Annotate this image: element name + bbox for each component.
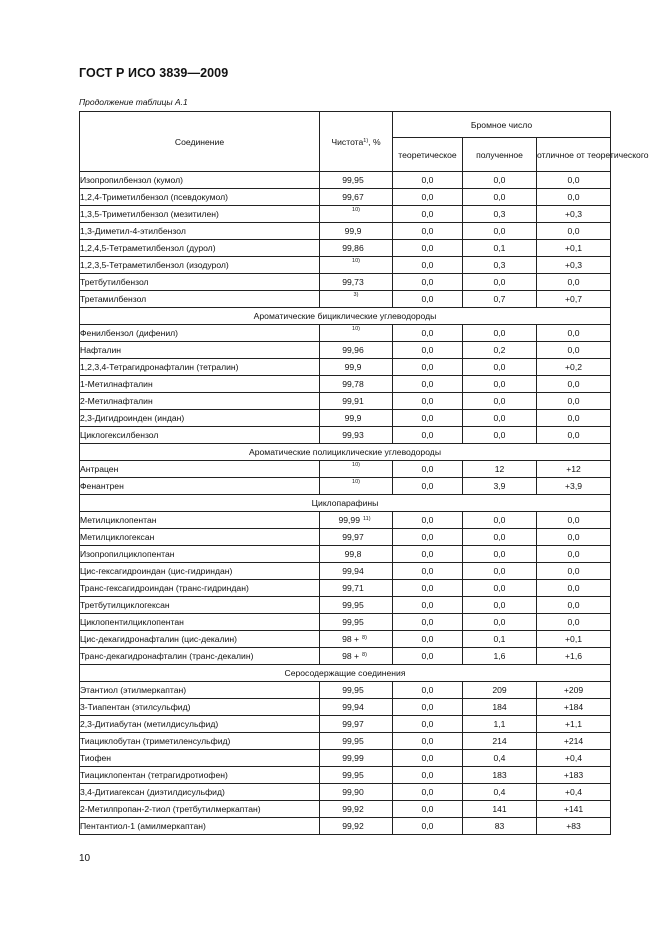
obtained-value: 0,7 (463, 291, 537, 308)
purity-cell (320, 818, 393, 835)
purity-cell (320, 767, 393, 784)
purity-cell (320, 546, 393, 563)
purity-value: 99,95 (342, 736, 364, 746)
difference-value: 0,0 (537, 512, 611, 529)
table-group-row (80, 495, 611, 512)
purity-value: 99,91 (342, 396, 364, 406)
obtained-value: 0,0 (463, 546, 537, 563)
theoretical-value: 0,0 (393, 546, 463, 563)
purity-cell (320, 648, 393, 665)
compound-name: Тиациклобутан (триметиленсульфид) (80, 733, 320, 750)
purity-cell (320, 733, 393, 750)
table-row (80, 716, 611, 733)
table-row (80, 325, 611, 342)
purity-value: 99,8 (344, 549, 362, 559)
purity-value: 98 + (342, 651, 360, 661)
compound-name: Циклопентилциклопентан (80, 614, 320, 631)
purity-value: 99,9 (344, 413, 362, 423)
header-obtained: полученное (463, 138, 537, 172)
table-header (80, 112, 649, 172)
header-theoretical: теоретическое (393, 138, 463, 172)
purity-value: 99,97 (342, 719, 364, 729)
theoretical-value: 0,0 (393, 563, 463, 580)
difference-value: 0,0 (537, 427, 611, 444)
difference-value: +209 (537, 682, 611, 699)
purity-value: 99,95 (342, 617, 364, 627)
table-row (80, 512, 611, 529)
purity-footnote: 10) (352, 207, 360, 213)
table-row (80, 342, 611, 359)
purity-footnote: 10) (352, 462, 360, 468)
purity-cell (320, 393, 393, 410)
difference-value: +183 (537, 767, 611, 784)
difference-value: +1,6 (537, 648, 611, 665)
obtained-value: 0,0 (463, 410, 537, 427)
difference-value: +0,7 (537, 291, 611, 308)
purity-cell (320, 206, 393, 223)
table-row (80, 563, 611, 580)
compound-name: 2-Метилнафталин (80, 393, 320, 410)
obtained-value: 0,3 (463, 257, 537, 274)
compound-name: 3,4-Дитиагексан (диэтилдисульфид) (80, 784, 320, 801)
compound-name: Тиофен (80, 750, 320, 767)
table-row (80, 461, 611, 478)
theoretical-value: 0,0 (393, 376, 463, 393)
obtained-value: 0,4 (463, 750, 537, 767)
theoretical-value: 0,0 (393, 427, 463, 444)
difference-value: +0,4 (537, 750, 611, 767)
purity-cell (320, 410, 393, 427)
theoretical-value: 0,0 (393, 172, 463, 189)
compound-name: Транс-гексагидроиндан (транс-гидриндан) (80, 580, 320, 597)
theoretical-value: 0,0 (393, 359, 463, 376)
purity-cell (320, 172, 393, 189)
purity-cell (320, 291, 393, 308)
difference-value: +141 (537, 801, 611, 818)
difference-value: +12 (537, 461, 611, 478)
theoretical-value: 0,0 (393, 257, 463, 274)
difference-value: 0,0 (537, 529, 611, 546)
purity-cell (320, 240, 393, 257)
table-row (80, 240, 611, 257)
purity-cell (320, 716, 393, 733)
difference-value: +0,1 (537, 631, 611, 648)
obtained-value: 0,0 (463, 189, 537, 206)
compound-name: Цис-декагидронафталин (цис-декалин) (80, 631, 320, 648)
header-bromine: Бромное число (393, 112, 611, 138)
table-row (80, 291, 611, 308)
purity-value: 99,86 (342, 243, 364, 253)
table-row (80, 172, 611, 189)
group-heading: Ароматические полициклические углеводороды (80, 444, 611, 461)
compound-name: Фенантрен (80, 478, 320, 495)
table-row (80, 818, 611, 835)
purity-value: 99,90 (342, 787, 364, 797)
purity-value: 99,92 (342, 821, 364, 831)
table-row (80, 614, 611, 631)
compound-name: Третбутилциклогексан (80, 597, 320, 614)
purity-value: 99,78 (342, 379, 364, 389)
difference-value: 0,0 (537, 614, 611, 631)
theoretical-value: 0,0 (393, 716, 463, 733)
difference-value: 0,0 (537, 410, 611, 427)
obtained-value: 0,0 (463, 376, 537, 393)
difference-value: +214 (537, 733, 611, 750)
purity-cell (320, 529, 393, 546)
header-purity-unit: , % (368, 136, 381, 147)
obtained-value: 0,0 (463, 172, 537, 189)
purity-cell (320, 223, 393, 240)
purity-cell (320, 359, 393, 376)
obtained-value: 209 (463, 682, 537, 699)
compound-name: 1,2,4,5-Тетраметилбензол (дурол) (80, 240, 320, 257)
compound-name: Цис-гексагидроиндан (цис-гидриндан) (80, 563, 320, 580)
obtained-value: 0,4 (463, 784, 537, 801)
obtained-value: 0,0 (463, 614, 537, 631)
compound-name: Антрацен (80, 461, 320, 478)
theoretical-value: 0,0 (393, 461, 463, 478)
purity-cell (320, 376, 393, 393)
table-row (80, 189, 611, 206)
table-row (80, 733, 611, 750)
theoretical-value: 0,0 (393, 291, 463, 308)
compound-name: 1,3-Диметил-4-этилбензол (80, 223, 320, 240)
purity-value: 99,97 (342, 532, 364, 542)
purity-value: 99,99 (338, 515, 360, 525)
theoretical-value: 0,0 (393, 699, 463, 716)
obtained-value: 1,1 (463, 716, 537, 733)
obtained-value: 0,0 (463, 427, 537, 444)
purity-value: 99,67 (342, 192, 364, 202)
group-heading: Серосодержащие соединения (80, 665, 611, 682)
table-caption: Продолжение таблицы А.1 (79, 97, 188, 107)
purity-value: 99,9 (344, 362, 362, 372)
theoretical-value: 0,0 (393, 478, 463, 495)
purity-cell (320, 461, 393, 478)
purity-cell (320, 342, 393, 359)
obtained-value: 0,1 (463, 240, 537, 257)
purity-value: 99,73 (342, 277, 364, 287)
purity-cell (320, 631, 393, 648)
obtained-value: 0,2 (463, 342, 537, 359)
table-row (80, 682, 611, 699)
obtained-value: 0,0 (463, 580, 537, 597)
purity-footnote: 3) (353, 292, 359, 298)
table-row (80, 699, 611, 716)
table-row (80, 478, 611, 495)
difference-value: 0,0 (537, 580, 611, 597)
compound-name: Транс-декагидронафталин (транс-декалин) (80, 648, 320, 665)
data-table (79, 111, 649, 835)
table-group-row (80, 444, 611, 461)
table-row (80, 376, 611, 393)
purity-cell (320, 580, 393, 597)
difference-value: 0,0 (537, 376, 611, 393)
table-row (80, 529, 611, 546)
theoretical-value: 0,0 (393, 274, 463, 291)
purity-cell (320, 699, 393, 716)
difference-value: +83 (537, 818, 611, 835)
theoretical-value: 0,0 (393, 767, 463, 784)
obtained-value: 0,0 (463, 563, 537, 580)
compound-name: Нафталин (80, 342, 320, 359)
difference-value: +0,2 (537, 359, 611, 376)
table-row (80, 393, 611, 410)
purity-footnote: 8) (362, 652, 367, 658)
purity-value: 99,71 (342, 583, 364, 593)
table-row (80, 767, 611, 784)
compound-name: Метилциклопентан (80, 512, 320, 529)
difference-value: +0,4 (537, 784, 611, 801)
document-title: ГОСТ Р ИСО 3839—2009 (79, 66, 229, 80)
difference-value: 0,0 (537, 172, 611, 189)
purity-footnote: 10) (352, 326, 360, 332)
theoretical-value: 0,0 (393, 818, 463, 835)
compound-name: 2,3-Дитиабутан (метилдисульфид) (80, 716, 320, 733)
table-row (80, 206, 611, 223)
purity-value: 99,95 (342, 685, 364, 695)
difference-value: 0,0 (537, 342, 611, 359)
obtained-value: 0,0 (463, 597, 537, 614)
obtained-value: 0,0 (463, 512, 537, 529)
obtained-value: 184 (463, 699, 537, 716)
difference-value: 0,0 (537, 223, 611, 240)
obtained-value: 0,0 (463, 223, 537, 240)
table-row (80, 801, 611, 818)
purity-value: 99,95 (342, 770, 364, 780)
purity-value: 99,9 (344, 226, 362, 236)
difference-value: 0,0 (537, 189, 611, 206)
theoretical-value: 0,0 (393, 206, 463, 223)
purity-cell (320, 427, 393, 444)
difference-value: 0,0 (537, 597, 611, 614)
header-difference: отличное от теоретического (537, 138, 611, 172)
purity-footnote: 10) (352, 479, 360, 485)
purity-cell (320, 563, 393, 580)
purity-cell (320, 801, 393, 818)
compound-name: 2,3-Дигидроинден (индан) (80, 410, 320, 427)
table-row (80, 784, 611, 801)
compound-name: 1-Метилнафталин (80, 376, 320, 393)
purity-value: 99,92 (342, 804, 364, 814)
compound-name: Тиациклопентан (тетрагидротиофен) (80, 767, 320, 784)
table-group-row (80, 665, 611, 682)
purity-cell (320, 682, 393, 699)
header-purity (320, 112, 393, 172)
purity-value: 99,96 (342, 345, 364, 355)
obtained-value: 0,1 (463, 631, 537, 648)
purity-value: 99,94 (342, 566, 364, 576)
header-compound: Соединение (80, 112, 320, 172)
theoretical-value: 0,0 (393, 512, 463, 529)
theoretical-value: 0,0 (393, 393, 463, 410)
compound-name: Пентантиол-1 (амилмеркаптан) (80, 818, 320, 835)
compound-name: Фенилбензол (дифенил) (80, 325, 320, 342)
purity-cell (320, 750, 393, 767)
obtained-value: 12 (463, 461, 537, 478)
theoretical-value: 0,0 (393, 682, 463, 699)
header-purity-note: 1) (363, 137, 369, 144)
purity-cell (320, 512, 393, 529)
purity-cell (320, 597, 393, 614)
purity-value: 99,95 (342, 600, 364, 610)
theoretical-value: 0,0 (393, 410, 463, 427)
table-row (80, 257, 611, 274)
compound-name: 1,2,4-Триметилбензол (псевдокумол) (80, 189, 320, 206)
difference-value: 0,0 (537, 325, 611, 342)
purity-cell (320, 274, 393, 291)
table-row (80, 359, 611, 376)
purity-cell (320, 784, 393, 801)
obtained-value: 0,3 (463, 206, 537, 223)
compound-name: Третамилбензол (80, 291, 320, 308)
compound-name: Третбутилбензол (80, 274, 320, 291)
theoretical-value: 0,0 (393, 750, 463, 767)
purity-cell (320, 478, 393, 495)
purity-footnote: 11) (362, 516, 371, 522)
compound-name: 1,2,3,4-Тетрагидронафталин (тетралин) (80, 359, 320, 376)
table-row (80, 274, 611, 291)
table-body (80, 172, 611, 835)
theoretical-value: 0,0 (393, 342, 463, 359)
theoretical-value: 0,0 (393, 801, 463, 818)
obtained-value: 183 (463, 767, 537, 784)
group-heading: Циклопарафины (80, 495, 611, 512)
difference-value: +1,1 (537, 716, 611, 733)
theoretical-value: 0,0 (393, 784, 463, 801)
compound-name: Циклогексилбензол (80, 427, 320, 444)
theoretical-value: 0,0 (393, 631, 463, 648)
purity-value: 99,95 (342, 175, 364, 185)
compound-name: Изопропилциклопентан (80, 546, 320, 563)
obtained-value: 3,9 (463, 478, 537, 495)
table-row (80, 580, 611, 597)
header-purity-label: Чистота (331, 136, 364, 147)
obtained-value: 0,0 (463, 529, 537, 546)
table-group-row (80, 308, 611, 325)
difference-value: 0,0 (537, 546, 611, 563)
compound-name: Этантиол (этилмеркаптан) (80, 682, 320, 699)
purity-footnote: 10) (352, 258, 360, 264)
compound-name: 3-Тиапентан (этилсульфид) (80, 699, 320, 716)
table-row (80, 410, 611, 427)
theoretical-value: 0,0 (393, 648, 463, 665)
theoretical-value: 0,0 (393, 325, 463, 342)
table-row (80, 597, 611, 614)
table-row (80, 631, 611, 648)
purity-value: 99,99 (342, 753, 364, 763)
difference-value: +184 (537, 699, 611, 716)
theoretical-value: 0,0 (393, 240, 463, 257)
theoretical-value: 0,0 (393, 223, 463, 240)
page-number: 10 (79, 853, 91, 864)
obtained-value: 141 (463, 801, 537, 818)
obtained-value: 83 (463, 818, 537, 835)
table-row (80, 648, 611, 665)
purity-footnote: 8) (362, 635, 367, 641)
group-heading: Ароматические бициклические углеводороды (80, 308, 611, 325)
purity-cell (320, 614, 393, 631)
compound-name: 1,2,3,5-Тетраметилбензол (изодурол) (80, 257, 320, 274)
purity-value: 99,93 (342, 430, 364, 440)
theoretical-value: 0,0 (393, 733, 463, 750)
difference-value: 0,0 (537, 393, 611, 410)
difference-value: +0,3 (537, 257, 611, 274)
table-row (80, 750, 611, 767)
purity-cell (320, 189, 393, 206)
purity-cell (320, 257, 393, 274)
compound-name: Метилциклогексан (80, 529, 320, 546)
obtained-value: 0,0 (463, 359, 537, 376)
theoretical-value: 0,0 (393, 614, 463, 631)
difference-value: 0,0 (537, 274, 611, 291)
obtained-value: 1,6 (463, 648, 537, 665)
compound-name: 1,3,5-Триметилбензол (мезитилен) (80, 206, 320, 223)
table-row (80, 427, 611, 444)
compound-name: 2-Метилпропан-2-тиол (третбутилмеркаптан) (80, 801, 320, 818)
theoretical-value: 0,0 (393, 529, 463, 546)
difference-value: +0,3 (537, 206, 611, 223)
difference-value: 0,0 (537, 563, 611, 580)
difference-value: +0,1 (537, 240, 611, 257)
obtained-value: 214 (463, 733, 537, 750)
purity-value: 99,94 (342, 702, 364, 712)
table-row (80, 546, 611, 563)
theoretical-value: 0,0 (393, 597, 463, 614)
purity-cell (320, 325, 393, 342)
purity-value: 98 + (342, 634, 360, 644)
difference-value: +3,9 (537, 478, 611, 495)
obtained-value: 0,0 (463, 393, 537, 410)
theoretical-value: 0,0 (393, 189, 463, 206)
obtained-value: 0,0 (463, 274, 537, 291)
compound-name: Изопропилбензол (кумол) (80, 172, 320, 189)
table-row (80, 223, 611, 240)
obtained-value: 0,0 (463, 325, 537, 342)
theoretical-value: 0,0 (393, 580, 463, 597)
